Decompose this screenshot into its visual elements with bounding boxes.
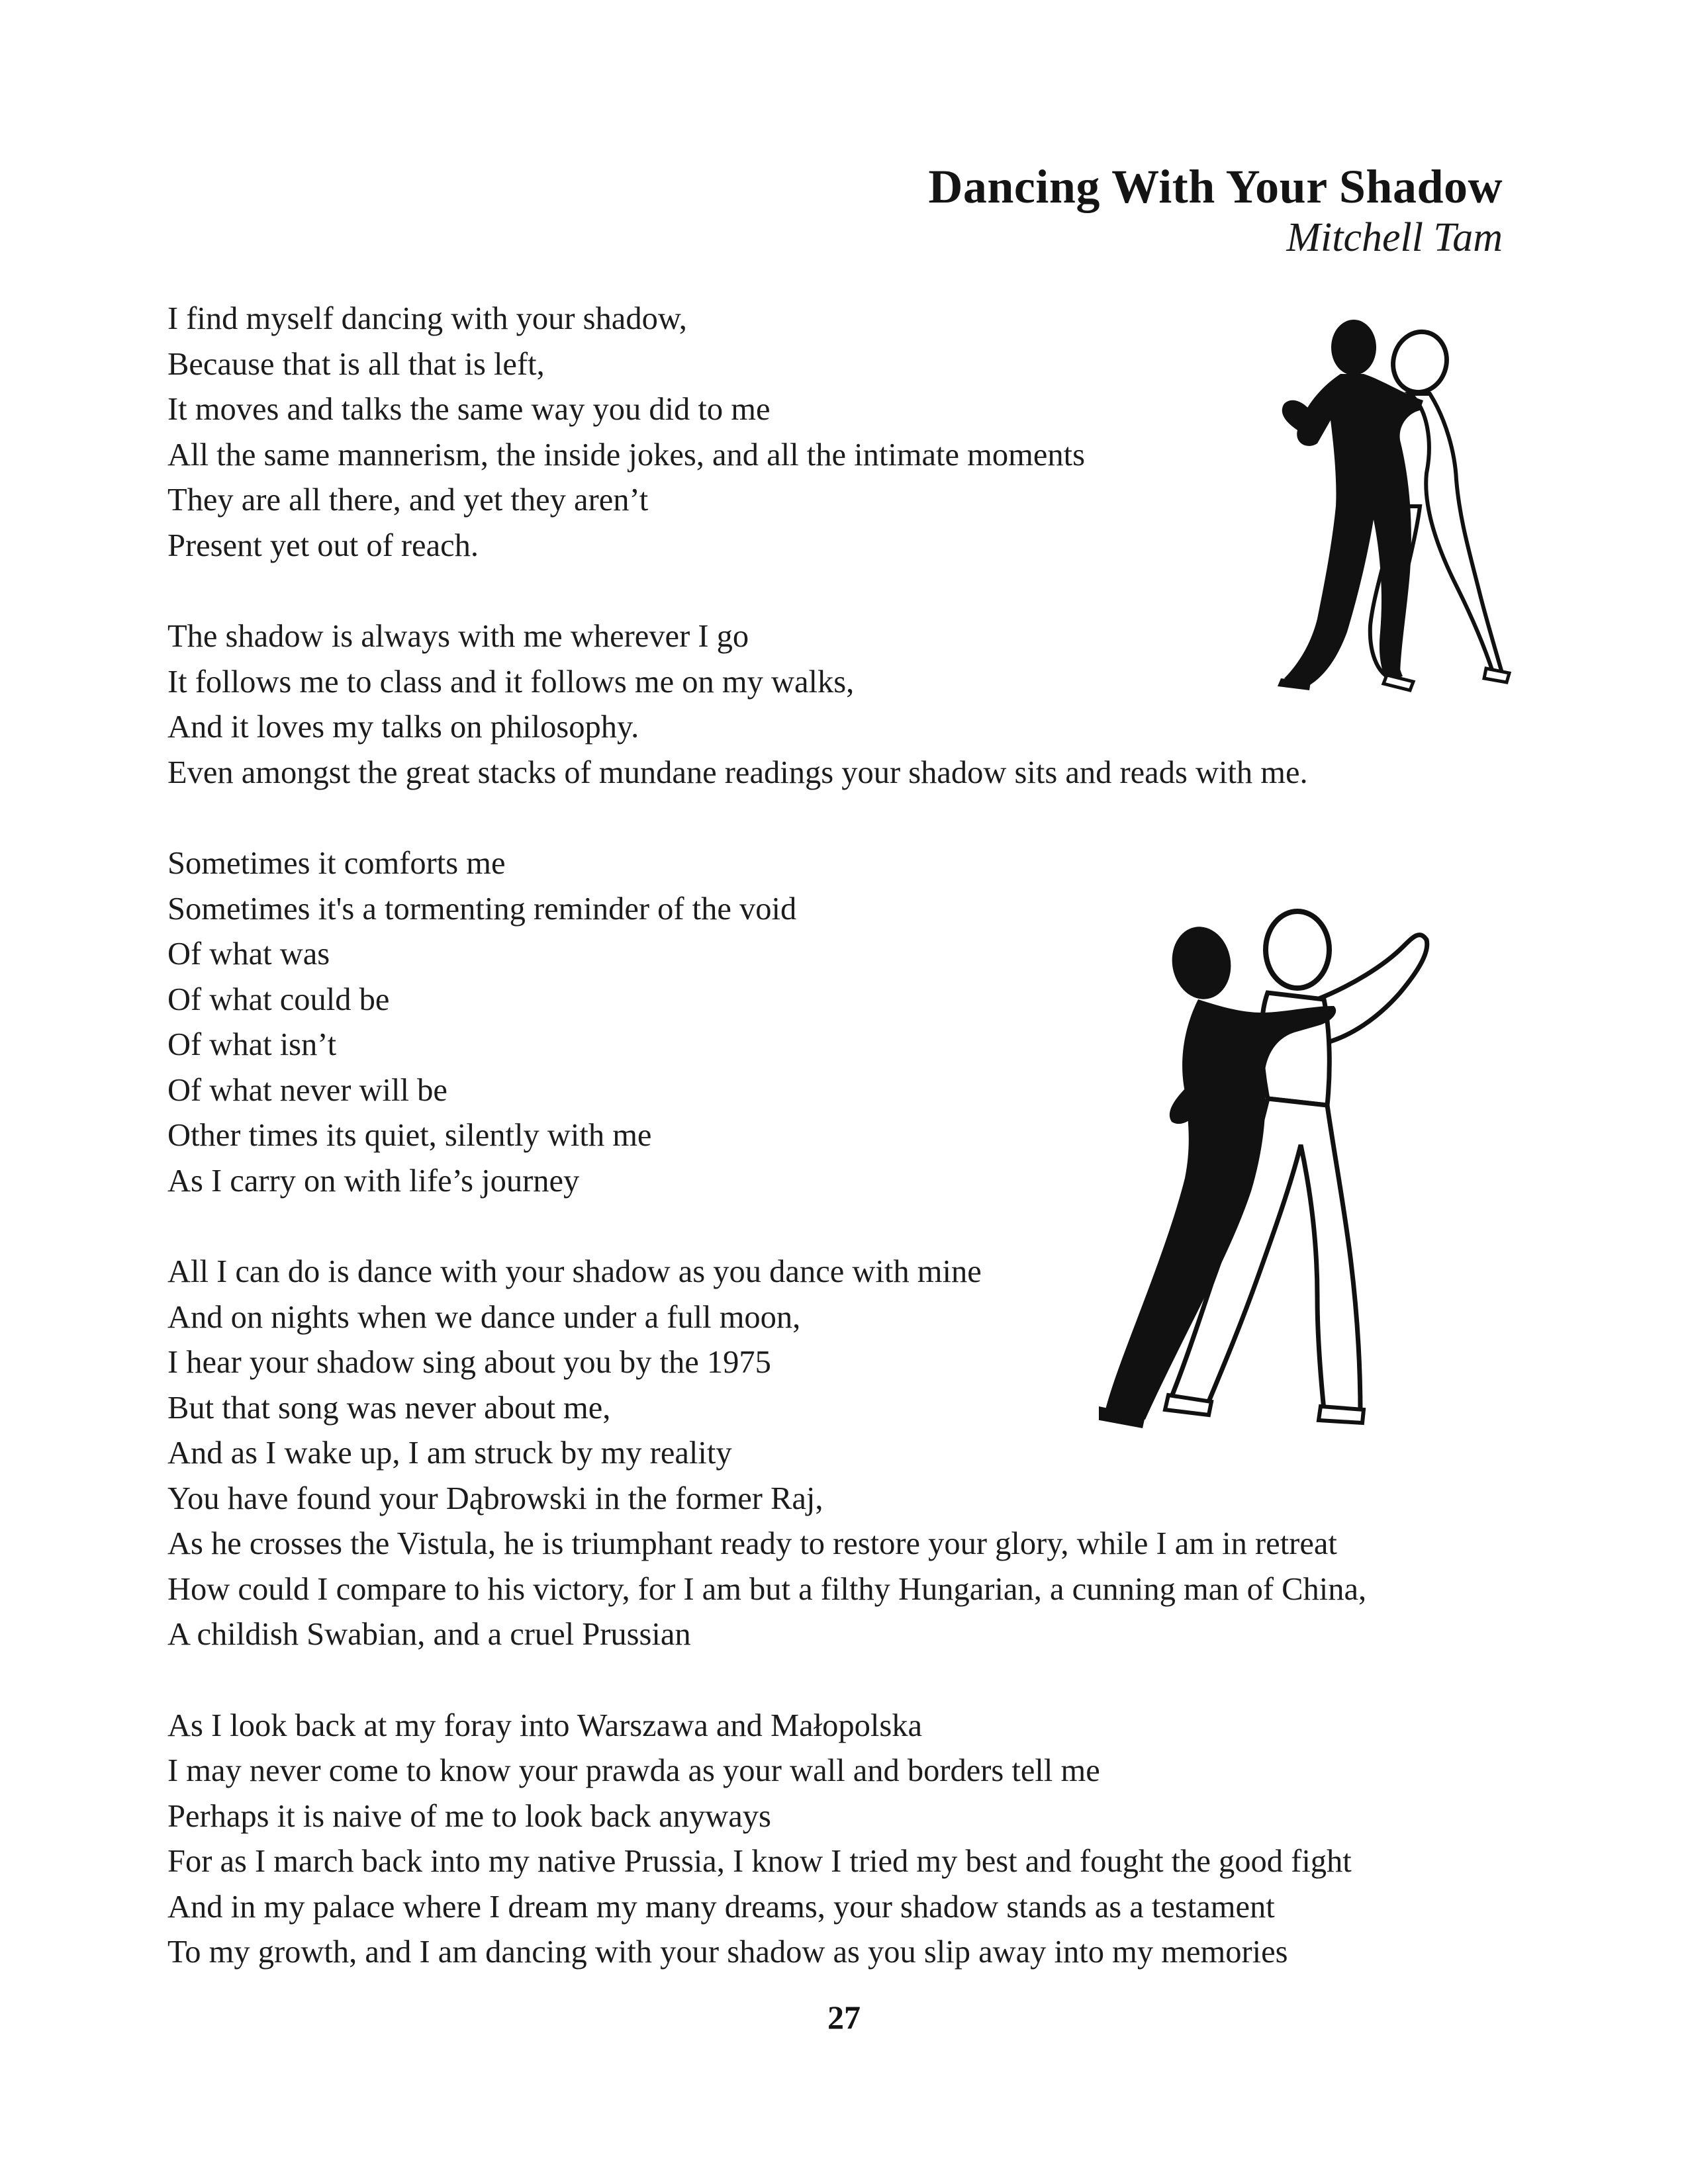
woman-dress-outline [1410,394,1503,675]
poem-line: Of what isn’t [167,1027,337,1062]
poem-line: And as I wake up, I am struck by my reality [167,1435,732,1471]
poem-line: And it loves my talks on philosophy. [167,709,639,745]
poem-line: All the same mannerism, the inside jokes, and all the intimate moments [167,437,1085,473]
poem-line: Of what never will be [167,1072,447,1108]
poem-line: As he crosses the Vistula, he is triumphant ready to restore your glory, while I am in retreat [167,1526,1337,1561]
man-head-outline [1266,911,1329,988]
poem-line: Present yet out of reach. [167,527,479,563]
poem-line: I may never come to know your prawda as your wall and borders tell me [167,1753,1100,1788]
dancing-couple-illustration-2 [1099,900,1470,1449]
poem-line: Perhaps it is naive of me to look back anyways [167,1798,771,1834]
poem-line: You have found your Dąbrowski in the former Raj, [167,1480,823,1516]
poem-header [928,159,1503,261]
poem-line: A childish Swabian, and a cruel Prussian [167,1617,691,1652]
poem-line: It moves and talks the same way you did to me [167,392,771,427]
woman-head-silhouette [1166,922,1237,1004]
poem-line: And in my palace where I dream my many dreams, your shadow stands as a testament [167,1889,1275,1925]
poem-line: It follows me to class and it follows me on my walks, [167,664,855,700]
poem-line: As I carry on with life’s journey [167,1163,580,1199]
poem-line: All I can do is dance with your shadow as you dance with mine [167,1254,982,1289]
woman-shoe-2 [1484,668,1509,682]
poem-line: I find myself dancing with your shadow, [167,301,687,336]
poem-line: Of what was [167,936,330,972]
woman-head-outline [1386,326,1453,398]
poem-line: Because that is all that is left, [167,346,545,382]
poem-line: The shadow is always with me wherever I go [167,619,749,654]
poem-line: Even amongst the great stacks of mundane readings your shadow sits and reads with me. [167,754,1308,790]
poem-line: Other times its quiet, silently with me [167,1118,652,1153]
man-head-silhouette [1331,320,1376,375]
poem-line: They are all there, and yet they aren’t [167,482,649,518]
poem-line: How could I compare to his victory, for I am but a filthy Hungarian, a cunning man of China, [167,1571,1367,1607]
woman-shoe [1383,675,1413,690]
poem-line: I hear your shadow sing about you by the 1975 [167,1345,771,1380]
poem-line: But that song was never about me, [167,1390,611,1426]
poem-line: Sometimes it comforts me [167,846,506,881]
poem-line: For as I march back into my native Prussia, I know I tried my best and fought the good fight [167,1844,1352,1879]
dancing-couple-illustration-1 [1258,308,1516,705]
poem-line: Of what could be [167,981,390,1017]
man-shoe-2 [1319,1406,1364,1423]
poem-line: And on nights when we dance under a full moon, [167,1299,801,1335]
page-number: 27 [827,1999,861,2036]
poem-line: Sometimes it's a tormenting reminder of the void [167,891,797,927]
poem-author: Mitchell Tam [1286,215,1503,260]
poem-line: To my growth, and I am dancing with your shadow as you slip away into my memories [167,1934,1288,1970]
man-arm-outline [1317,935,1427,1042]
stanza-5 [167,1704,1558,1976]
poem-title: Dancing With Your Shadow [928,160,1503,213]
poem-line: As I look back at my foray into Warszawa and Małopolska [167,1707,923,1743]
